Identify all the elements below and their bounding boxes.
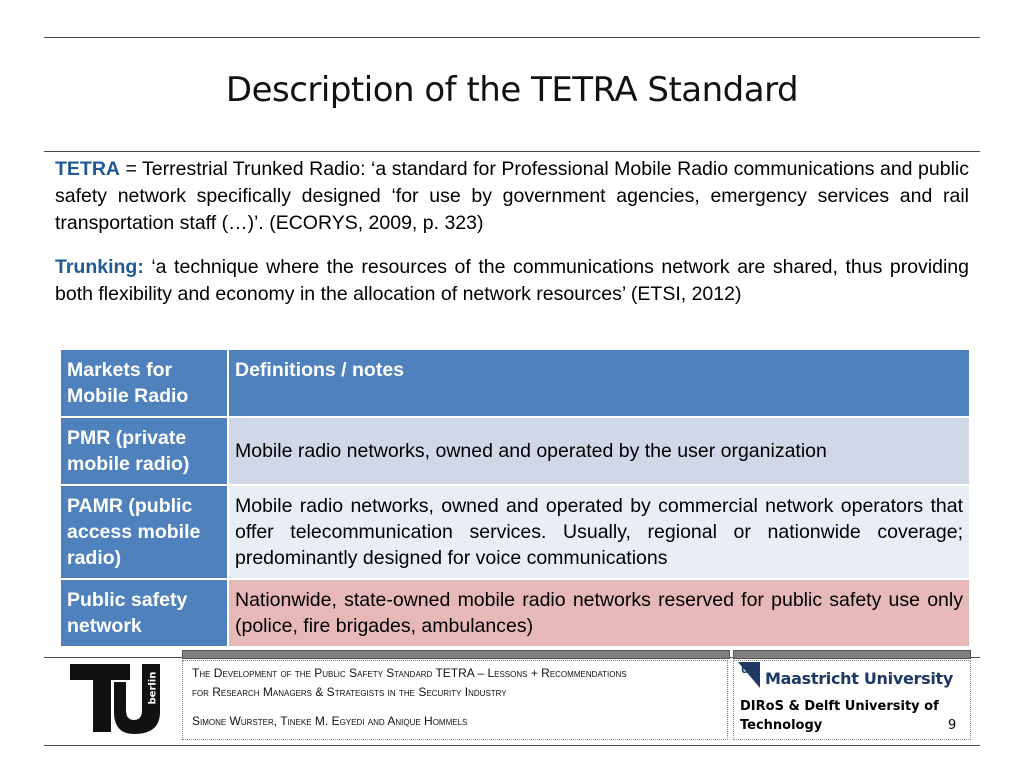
market-cell: PAMR (public access mobile radio) <box>60 485 228 579</box>
maastricht-logo-text: UM <box>741 666 758 676</box>
definition-cell: Mobile radio networks, owned and operated by the user organization <box>228 417 970 485</box>
tetra-term: TETRA <box>55 158 120 180</box>
tu-berlin-logo-text: berlin <box>147 671 159 705</box>
header-markets: Markets for Mobile Radio <box>60 349 228 417</box>
tetra-definition <box>55 156 969 237</box>
footer-bottom-rule <box>44 745 980 746</box>
table-row <box>60 417 970 485</box>
definition-cell: Nationwide, state-owned mobile radio networks reserved for public safety use only (police, fire brigades, ambulances) <box>228 579 970 647</box>
tetra-text: = Terrestrial Trunked Radio: ‘a standard for Professional Mobile Radio communications and public safety network specifically designed ‘for use by government agencies, emergency services and rail transportation staff (…)’. (ECORYS, 2009, p. 323) <box>55 158 969 234</box>
footer-tab-right <box>733 650 971 659</box>
market-cell: Public safety network <box>60 579 228 647</box>
partner-names: DIRoS & Delft University of Technology <box>740 699 939 733</box>
definition-cell: Mobile radio networks, owned and operated by commercial network operators that offer telecommunication services. Usually, regional or nationwide coverage; predominantly designed for voice communications <box>228 485 970 579</box>
top-rule <box>44 37 980 38</box>
table-header-row <box>60 349 970 417</box>
table-row <box>60 485 970 579</box>
maastricht-name: Maastricht University <box>765 669 953 688</box>
trunking-text: ‘a technique where the resources of the communications network are shared, thus providing both flexibility and economy in the allocation of network resources’ (ETSI, 2012) <box>55 256 969 305</box>
market-cell: PMR (private mobile radio) <box>60 417 228 485</box>
maastricht-logo <box>738 662 760 693</box>
header-definitions: Definitions / notes <box>228 349 970 417</box>
trunking-term: Trunking: <box>55 256 144 278</box>
footer-tab-left <box>182 650 730 659</box>
trunking-definition <box>55 254 969 308</box>
markets-table <box>59 348 971 648</box>
page-number: 9 <box>948 718 957 733</box>
slide-title: Description of the TETRA Standard <box>225 70 799 110</box>
table-row <box>60 579 970 647</box>
title-rule <box>44 151 980 152</box>
footer-title-line1: The Development of the Public Safety Standard TETRA – Lessons + Recommendations <box>192 666 627 680</box>
footer-authors: Simone Wurster, Tineke M. Egyedi and Anique Hommels <box>192 714 468 728</box>
footer-title-line2: for Research Managers & Strategists in the Security Industry <box>192 685 507 699</box>
